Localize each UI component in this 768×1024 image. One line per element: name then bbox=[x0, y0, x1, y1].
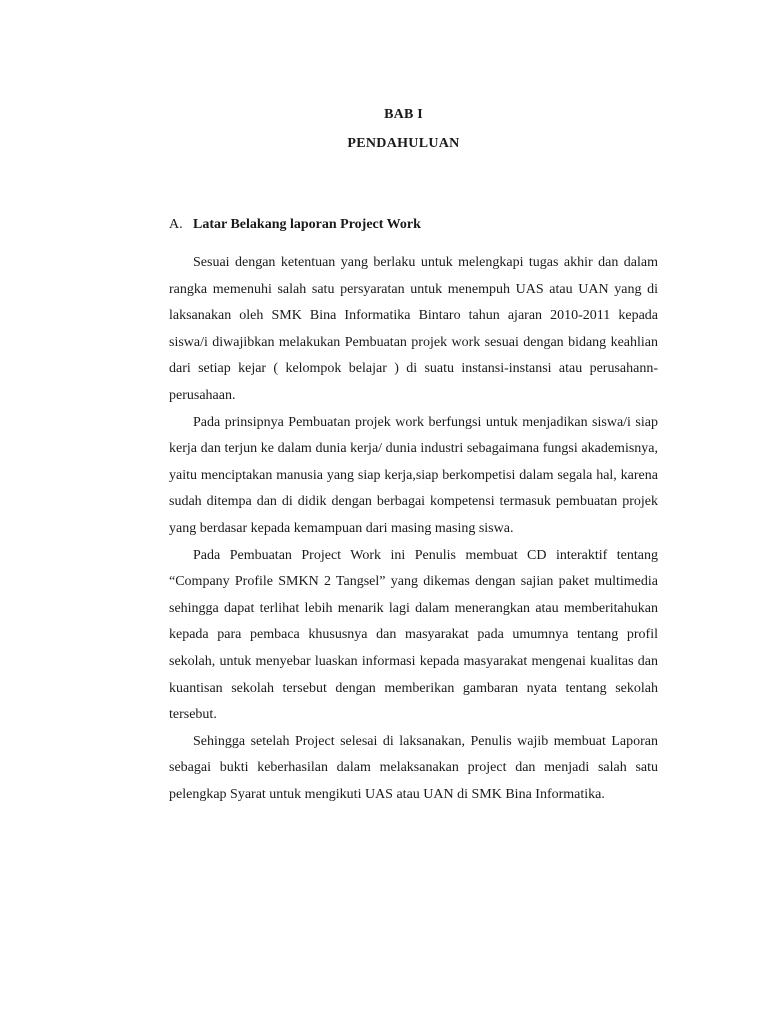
paragraph-1: Sesuai dengan ketentuan yang berlaku untuk melengkapi tugas akhir dan dalam rangka memenuhi salah satu persyaratan untuk menempuh UAS atau UAN yang di laksanakan oleh SMK Bina Informatika Bintaro tahun ajaran 2010-2011 kepada siswa/i diwajibkan melakukan Pembuatan projek work sesuai dengan bidang keahlian dari setiap kejar ( kelompok belajar ) di suatu instansi-instansi atau perusahann-perusahaan. bbox=[169, 255, 658, 403]
section-heading-text: Latar Belakang laporan Project Work bbox=[193, 217, 421, 232]
paragraph-3: Pada Pembuatan Project Work ini Penulis membuat CD interaktif tentang “Company Profile SMKN 2 Tangsel” yang dikemas dengan sajian paket multimedia sehingga dapat terlihat lebih menarik lagi dalam menerangkan atau memberitahukan kepada para pembaca khususnya dan masyarakat pada umumnya tentang profil sekolah, untuk menyebar luaskan informasi kepada masyarakat mengenai kualitas dan kuantisan sekolah tersebut dengan memberikan gambaran nyata tentang sekolah tersebut. bbox=[169, 547, 658, 723]
paragraph-2: Pada prinsipnya Pembuatan projek work berfungsi untuk menjadikan siswa/i siap kerja dan terjun ke dalam dunia kerja/ dunia industri sebagaimana fungsi akademisnya, yaitu menciptakan manusia yang siap kerja,siap berkompetisi dalam segala hal, karena sudah ditempa dan di didik dengan berbagai kompetensi termasuk pembuatan projek yang berdasar kepada kemampuan dari masing masing siswa. bbox=[169, 414, 658, 536]
paragraph-4: Sehingga setelah Project selesai di laksanakan, Penulis wajib membuat Laporan sebagai bukti keberhasilan dalam melaksanakan project dan menjadi salah satu pelengkap Syarat untuk mengikuti UAS atau UAN di SMK Bina Informatika. bbox=[169, 733, 658, 802]
body-text bbox=[169, 250, 658, 808]
chapter-title: PENDAHULUAN bbox=[347, 136, 460, 151]
section-heading bbox=[169, 217, 421, 233]
section-marker: A. bbox=[169, 217, 183, 232]
chapter-number: BAB I bbox=[384, 107, 423, 122]
